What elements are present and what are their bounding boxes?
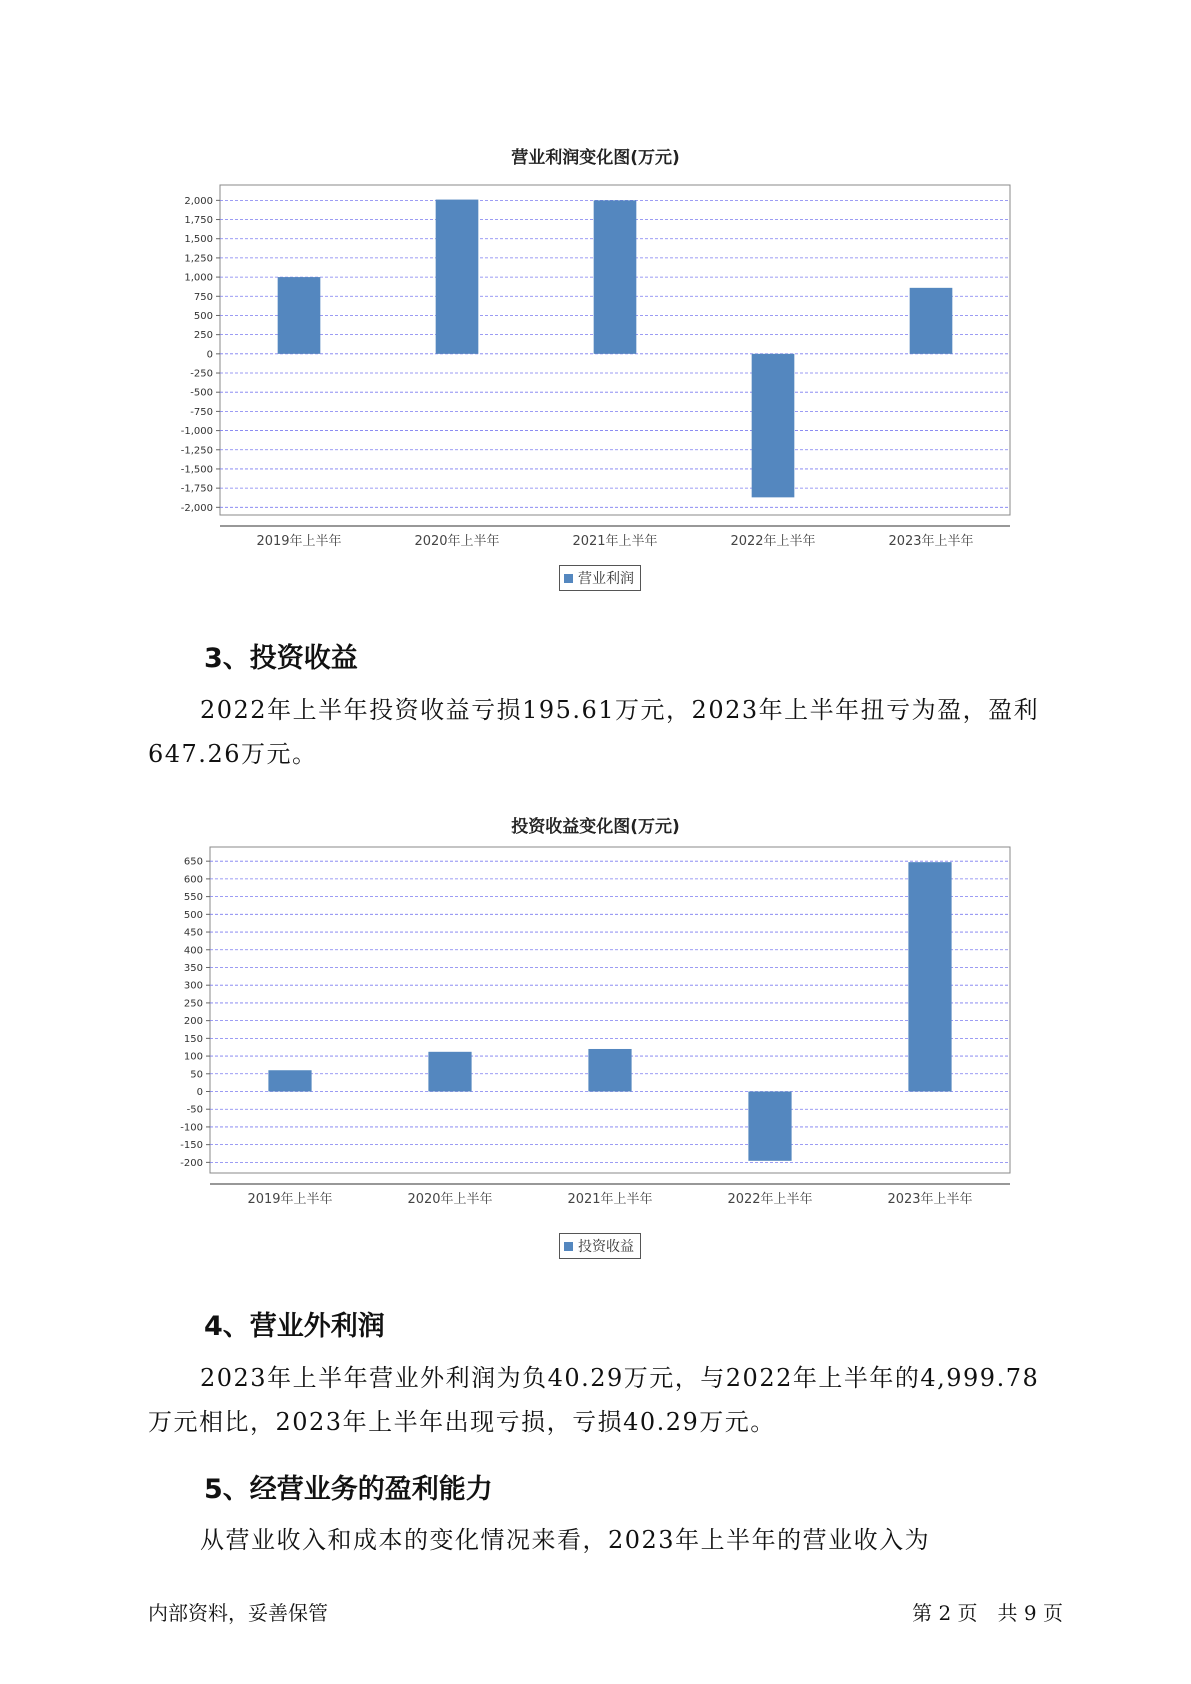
section-heading-investment-income: 3、投资收益 (204, 643, 358, 674)
legend-investment-income (559, 1233, 641, 1259)
y-tick-label: 1,250 (184, 253, 213, 265)
x-tick-label: 2023年上半年 (887, 1192, 973, 1207)
y-tick-label: 200 (183, 1016, 203, 1028)
y-tick-label: -2,000 (180, 502, 213, 514)
y-tick-label: 750 (193, 291, 213, 303)
x-tick-label: 2020年上半年 (407, 1192, 493, 1207)
legend-label: 营业利润 (578, 571, 634, 587)
bar (588, 1049, 631, 1092)
legend-swatch (564, 574, 573, 583)
x-tick-label: 2023年上半年 (888, 534, 974, 549)
x-tick-label: 2020年上半年 (414, 534, 500, 549)
section-heading-profitability: 5、经营业务的盈利能力 (204, 1474, 493, 1505)
bar (752, 354, 795, 498)
y-tick-label: 250 (183, 998, 203, 1010)
section-paragraph-non-operating-profit: 2023年上半年营业外利润为负40.29万元，与2022年上半年的4,999.78万元相比，2023年上半年出现亏损，亏损40.29万元。 (148, 1364, 1040, 1436)
section-paragraph-profitability: 从营业收入和成本的变化情况来看，2023年上半年的营业收入为 (200, 1526, 931, 1554)
chart-title-operating-profit: 营业利润变化图(万元) (511, 148, 680, 168)
x-tick-label: 2019年上半年 (247, 1192, 333, 1207)
footer-note: 内部资料，妥善保管 (148, 1601, 328, 1625)
plot-area (210, 847, 1010, 1173)
y-tick-label: 300 (183, 980, 203, 992)
y-tick-label: 650 (183, 856, 203, 868)
y-tick-label: -150 (180, 1140, 203, 1152)
operating-profit-chart (0, 165, 1191, 549)
investment-income-chart (0, 835, 1191, 1207)
y-tick-label: -1,750 (180, 483, 213, 495)
y-tick-label: 250 (193, 330, 213, 342)
legend-swatch (564, 1242, 573, 1251)
y-tick-label: 550 (183, 892, 203, 904)
bar (428, 1052, 471, 1092)
x-tick-label: 2021年上半年 (572, 534, 658, 549)
bar (748, 1092, 791, 1161)
y-tick-label: 2,000 (184, 195, 213, 207)
chart-title-investment-income: 投资收益变化图(万元) (511, 817, 680, 837)
bar (436, 200, 479, 354)
bar (908, 862, 951, 1091)
legend-operating-profit (559, 565, 641, 591)
y-tick-label: 50 (190, 1069, 203, 1081)
x-tick-label: 2022年上半年 (727, 1192, 813, 1207)
bar (594, 200, 637, 353)
y-tick-label: 450 (183, 927, 203, 939)
y-tick-label: -1,500 (180, 464, 213, 476)
bar (910, 288, 953, 354)
y-tick-label: 400 (183, 945, 203, 957)
y-tick-label: -200 (180, 1157, 203, 1169)
y-tick-label: -1,250 (180, 445, 213, 457)
bar (268, 1070, 311, 1091)
y-tick-label: 500 (183, 909, 203, 921)
y-tick-label: 600 (183, 874, 203, 886)
y-tick-label: 0 (206, 349, 213, 361)
y-tick-label: 150 (183, 1033, 203, 1045)
page-number: 第 2 页 共 9 页 (912, 1601, 1063, 1625)
y-tick-label: 0 (196, 1087, 203, 1098)
x-tick-label: 2022年上半年 (730, 534, 816, 549)
y-tick-label: 1,500 (184, 234, 213, 246)
y-tick-label: 500 (193, 310, 213, 322)
bar (278, 277, 321, 354)
y-tick-label: -250 (190, 368, 213, 380)
legend-label: 投资收益 (578, 1239, 634, 1255)
y-tick-label: -1,000 (180, 426, 213, 438)
y-tick-label: 100 (183, 1051, 203, 1063)
y-tick-label: 1,000 (184, 272, 213, 284)
y-tick-label: -50 (186, 1104, 203, 1116)
x-tick-label: 2019年上半年 (256, 534, 342, 549)
y-tick-label: 1,750 (184, 215, 213, 227)
x-tick-label: 2021年上半年 (567, 1192, 653, 1207)
section-paragraph-investment-income: 2022年上半年投资收益亏损195.61万元，2023年上半年扭亏为盈，盈利647.26万元。 (148, 696, 1040, 768)
y-tick-label: -500 (190, 387, 213, 399)
y-tick-label: 350 (183, 962, 203, 974)
section-heading-non-operating-profit: 4、营业外利润 (204, 1311, 385, 1342)
y-tick-label: -100 (180, 1122, 203, 1134)
y-tick-label: -750 (190, 406, 213, 418)
